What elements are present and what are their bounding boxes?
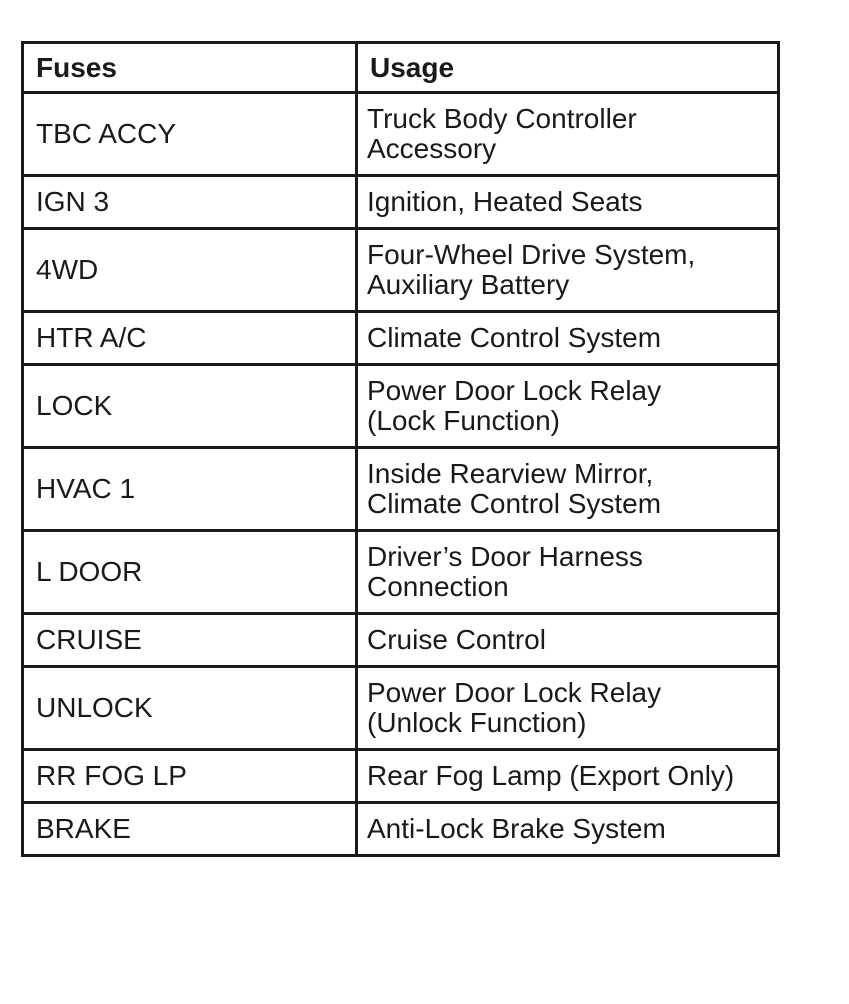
fuse-usage-table: [21, 41, 780, 857]
usage-text-line: Cruise Control: [367, 624, 546, 655]
fuse-name-cell: 4WD: [23, 229, 357, 312]
usage-text-line: Truck Body Controller: [367, 103, 637, 134]
usage-text-line: Power Door Lock Relay: [367, 677, 662, 708]
usage-text-line: Connection: [367, 571, 509, 602]
table-row: [23, 176, 779, 229]
fuse-name-cell: TBC ACCY: [23, 93, 357, 176]
table-row: [23, 531, 779, 614]
usage-text-line: Driver’s Door Harness: [367, 541, 643, 572]
usage-text-line: (Lock Function): [367, 405, 560, 436]
table-body: [23, 93, 779, 856]
fuse-usage-cell: [357, 229, 779, 312]
usage-text-line: Inside Rearview Mirror,: [367, 458, 654, 489]
usage-text-line: Ignition, Heated Seats: [367, 186, 643, 217]
table-row: [23, 614, 779, 667]
fuse-name-cell: RR FOG LP: [23, 750, 357, 803]
usage-text-line: Rear Fog Lamp (Export Only): [367, 760, 735, 791]
fuse-usage-cell: [357, 365, 779, 448]
table-row: [23, 312, 779, 365]
fuse-name-cell: LOCK: [23, 365, 357, 448]
fuse-name-cell: UNLOCK: [23, 667, 357, 750]
table-row: [23, 667, 779, 750]
table-row: [23, 365, 779, 448]
fuse-name-cell: L DOOR: [23, 531, 357, 614]
fuse-usage-cell: [357, 93, 779, 176]
table-header-row: [23, 43, 779, 93]
fuse-usage-cell: [357, 803, 779, 856]
fuse-usage-cell: [357, 750, 779, 803]
fuse-usage-cell: [357, 312, 779, 365]
usage-text-line: Climate Control System: [367, 488, 662, 519]
usage-text-line: Four-Wheel Drive System,: [367, 239, 696, 270]
fuse-name-cell: CRUISE: [23, 614, 357, 667]
column-header-usage: Usage: [357, 43, 779, 93]
fuse-usage-cell: [357, 667, 779, 750]
table-row: [23, 93, 779, 176]
usage-text-line: Accessory: [367, 133, 497, 164]
usage-text-line: Anti-Lock Brake System: [367, 813, 666, 844]
usage-text-line: Power Door Lock Relay: [367, 375, 662, 406]
fuse-name-cell: HVAC 1: [23, 448, 357, 531]
table-row: [23, 750, 779, 803]
fuse-usage-cell: [357, 531, 779, 614]
fuse-name-cell: BRAKE: [23, 803, 357, 856]
usage-text-line: (Unlock Function): [367, 707, 587, 738]
table-row: [23, 229, 779, 312]
fuse-usage-cell: [357, 176, 779, 229]
fuse-name-cell: IGN 3: [23, 176, 357, 229]
table-row: [23, 448, 779, 531]
usage-text-line: Auxiliary Battery: [367, 269, 570, 300]
column-header-fuses: Fuses: [23, 43, 357, 93]
fuse-name-cell: HTR A/C: [23, 312, 357, 365]
table-row: [23, 803, 779, 856]
fuse-usage-cell: [357, 448, 779, 531]
fuse-usage-cell: [357, 614, 779, 667]
usage-text-line: Climate Control System: [367, 322, 662, 353]
